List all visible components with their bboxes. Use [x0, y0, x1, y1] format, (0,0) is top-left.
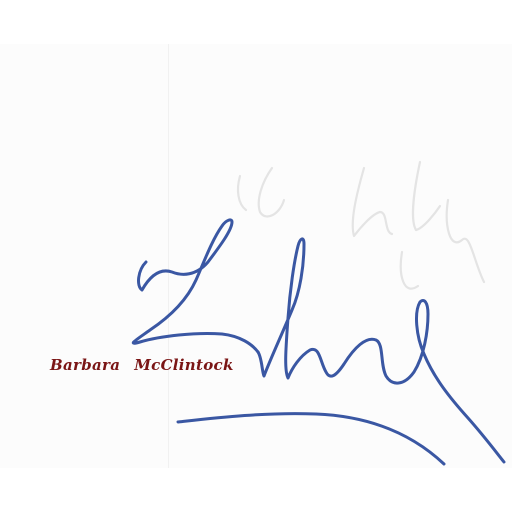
- last-name: McClintock: [134, 356, 234, 374]
- signatory-name-label: [50, 356, 234, 374]
- first-name: Barbara: [50, 356, 121, 374]
